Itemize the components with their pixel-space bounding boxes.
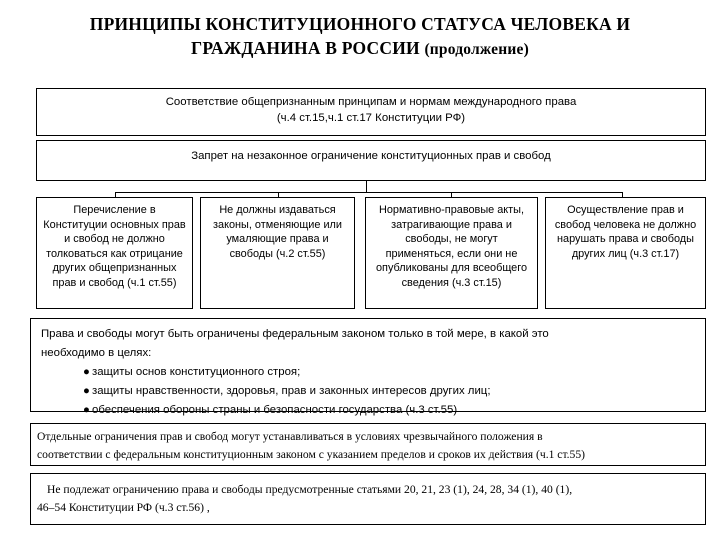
box-non-derogable-rights-line-2: 46–54 Конституции РФ (ч.3 ст.56) , [37,501,210,514]
column-box-4-text: Осуществление прав и свобод человека не должно нарушать права и свободы других лиц (ч.3 ст.17) [554,204,697,260]
box-permissible-limitations-lead-line-1: Права и свободы могут быть ограничены федеральным законом только в той мере, в какой это [41,328,549,340]
permissible-limitations-list [41,363,697,420]
box-permissible-limitations-text [31,319,705,420]
box-state-of-emergency-line-1: Отдельные ограничения прав и свобод могут устанавливаться в условиях чрезвычайного положения в [37,430,543,443]
box-non-derogable-rights-text [31,474,705,517]
box-international-principles-line-1: Соответствие общепризнанным принципам и нормам международного права [165,96,577,108]
box-prohibition-text [37,141,705,165]
column-box-2-text: Не должны издаваться законы, отменяющие или умаляющие права и свободы (ч.2 ст.55) [213,204,342,260]
list-item-label: защиты основ конституционного строя; [92,366,301,378]
box-international-principles-line-2: (ч.4 ст.15,ч.1 ст.17 Конституции РФ) [276,111,466,124]
column-box-1-text: Перечисление в Конституции основных прав и свобод не должно толковаться как отрицание других общепризнанных прав и свобод (ч.1 ст.55) [43,204,186,289]
bullet-icon: ● [83,385,90,397]
list-item-label: обеспечения обороны страны и безопасности государства (ч.3 ст.55) [92,404,458,416]
box-state-of-emergency-line-2: соответствии с федеральным конституционным законом с указанием пределов и сроков их действия (ч.1 ст.55) [37,448,586,461]
bullet-icon: ● [83,366,90,378]
box-international-principles-text [37,89,705,126]
page-title-line-2 [30,36,690,62]
box-non-derogable-rights [30,473,706,525]
box-non-derogable-rights-line-1: Не подлежат ограничению права и свободы предусмотренные статьями 20, 21, 23 (1), 24, 28, 34 (1), 40 (1), [47,483,573,496]
column-box-unpublished-acts-not-applied [365,197,538,309]
page-title-continuation-note: (продолжение) [424,41,529,58]
box-state-of-emergency-limitations [30,423,706,466]
page-title [30,12,690,62]
box-permissible-limitations-lead-line-2: необходимо в целях: [41,347,152,359]
column-box-no-abolishing-laws [200,197,355,309]
connector-horizontal-bar [115,192,623,193]
list-item-label: защиты нравственности, здоровья, прав и законных интересов других лиц; [92,385,491,397]
box-international-principles [36,88,706,136]
list-item [83,401,697,420]
bullet-icon: ● [83,404,90,416]
column-box-enumeration-not-denial [36,197,193,309]
box-state-of-emergency-text [31,424,705,464]
box-prohibition-line-1: Запрет на незаконное ограничение конституционных прав и свобод [191,150,551,162]
box-prohibition-of-unlawful-limitation [36,140,706,181]
list-item [83,382,697,401]
column-box-3-text: Нормативно-правовые акты, затрагивающие права и свободы, не могут применяться, если они не опубликованы для всеобщего сведения (ч.3 ст.15) [375,204,528,289]
box-permissible-limitations [30,318,706,416]
list-item [83,363,697,382]
column-box-rights-must-not-violate-others [545,197,706,309]
page-title-line-2-main: ГРАЖДАНИНА В РОССИИ [191,38,420,58]
page-title-line-1: ПРИНЦИПЫ КОНСТИТУЦИОННОГО СТАТУСА ЧЕЛОВЕКА И [89,14,631,34]
